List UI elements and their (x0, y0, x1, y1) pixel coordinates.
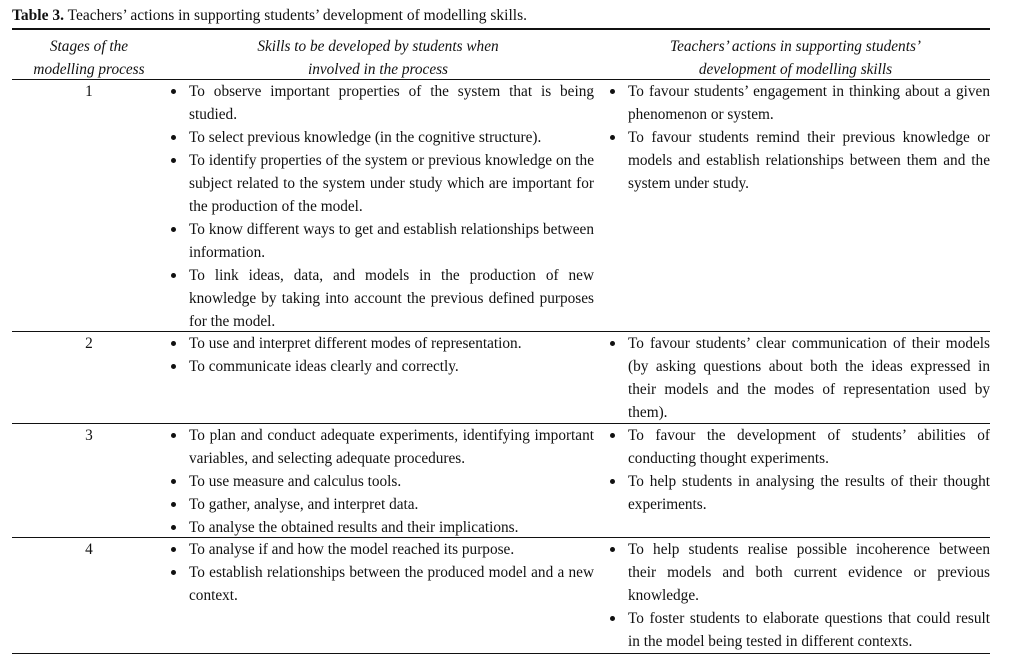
list-item: To favour students’ engagement in thinking about a given phenomenon or system. (601, 80, 990, 126)
row2-actions-list (601, 332, 990, 424)
list-item: To help students realise possible incoherence between their models and both current evidence or previous knowledge. (601, 538, 990, 607)
row4-actions-list (601, 538, 990, 653)
list-item: To analyse if and how the model reached its purpose. (162, 538, 594, 561)
list-item: To use measure and calculus tools. (162, 470, 594, 493)
row3-skills-list (162, 424, 594, 539)
table-caption (12, 6, 527, 26)
header-skills (162, 35, 594, 81)
list-item: To know different ways to get and establish relationships between information. (162, 218, 594, 264)
header-actions-line2: development of modelling skills (698, 61, 893, 78)
row1-stage: 1 (85, 83, 93, 100)
header-actions (601, 35, 990, 81)
header-skills-line1: Skills to be developed by students when (257, 38, 499, 55)
row1-actions-list (601, 80, 990, 195)
table-bottom-rule (12, 653, 990, 654)
row4-stage: 4 (85, 541, 93, 558)
list-item: To identify properties of the system or previous knowledge on the subject related to the system under study which are important for the production of the model. (162, 149, 594, 218)
list-item: To use and interpret different modes of representation. (162, 332, 594, 355)
list-item: To select previous knowledge (in the cognitive structure). (162, 126, 594, 149)
list-item: To foster students to elaborate questions that could result in the model being tested in different contexts. (601, 607, 990, 653)
row3-actions-list (601, 424, 990, 516)
row4-skills-list (162, 538, 594, 607)
table-top-rule (12, 28, 990, 30)
list-item: To analyse the obtained results and their implications. (162, 516, 594, 539)
header-actions-line1: Teachers’ actions in supporting students’ (670, 38, 921, 55)
row3-stage: 3 (85, 427, 93, 444)
row2-skills-list (162, 332, 594, 378)
list-item: To favour students remind their previous knowledge or models and establish relationships between them and the system under study. (601, 126, 990, 195)
table-caption-text: Teachers’ actions in supporting students’ development of modelling skills. (67, 7, 527, 24)
list-item: To favour students’ clear communication of their models (by asking questions about both the ideas expressed in their models and the modes of representation used by them). (601, 332, 990, 424)
row1-skills-list (162, 80, 594, 333)
list-item: To communicate ideas clearly and correctly. (162, 355, 594, 378)
list-item: To plan and conduct adequate experiments, identifying important variables, and selecting adequate procedures. (162, 424, 594, 470)
header-stages-line1: Stages of the (49, 38, 129, 55)
header-skills-line2: involved in the process (307, 61, 449, 78)
list-item: To gather, analyse, and interpret data. (162, 493, 594, 516)
list-item: To observe important properties of the system that is being studied. (162, 80, 594, 126)
list-item: To link ideas, data, and models in the production of new knowledge by taking into account the previous defined purposes for the model. (162, 264, 594, 333)
header-stages (14, 35, 164, 81)
list-item: To favour the development of students’ abilities of conducting thought experiments. (601, 424, 990, 470)
header-stages-line2: modelling process (33, 61, 145, 78)
row2-stage: 2 (85, 335, 93, 352)
table-caption-label: Table 3. (12, 7, 64, 24)
list-item: To establish relationships between the produced model and a new context. (162, 561, 594, 607)
list-item: To help students in analysing the results of their thought experiments. (601, 470, 990, 516)
